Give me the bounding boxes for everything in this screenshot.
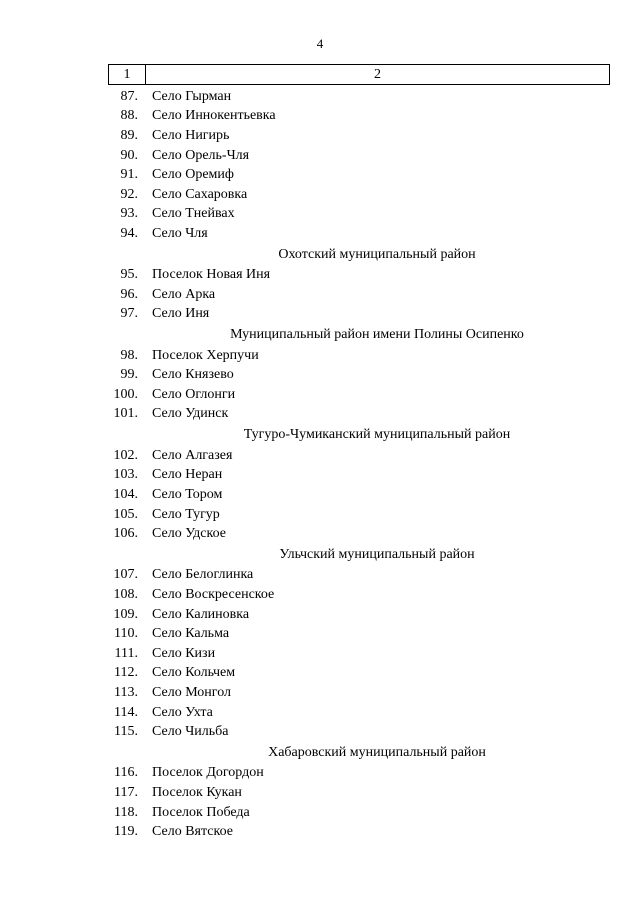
settlement-name: Село Тнейвах (152, 206, 235, 222)
settlement-row (108, 346, 610, 366)
settlement-row (108, 366, 610, 386)
settlement-name: Поселок Победа (152, 804, 250, 820)
settlement-name: Село Воскресенское (152, 587, 275, 603)
row-number: 105. (113, 506, 138, 522)
row-number: 94. (120, 225, 138, 241)
settlement-name: Село Оглонги (152, 386, 236, 402)
district-heading: Тугуро-Чумиканский муниципальный район (243, 427, 511, 443)
row-number: 107. (113, 567, 138, 583)
page-number: 4 (316, 36, 324, 51)
row-number: 91. (120, 167, 138, 183)
settlement-row (108, 107, 610, 127)
district-heading: Охотский муниципальный район (278, 246, 476, 262)
row-number: 114. (114, 704, 138, 720)
settlement-row (108, 524, 610, 544)
row-number: 96. (120, 286, 138, 302)
settlement-row (108, 605, 610, 625)
row-number: 98. (120, 347, 138, 363)
settlement-name: Село Арка (152, 286, 216, 302)
row-number: 97. (120, 306, 138, 322)
settlement-row (108, 664, 610, 684)
settlement-name: Село Вятское (152, 824, 233, 840)
settlement-name: Поселок Херпучи (152, 347, 259, 363)
settlement-row (108, 466, 610, 486)
row-number: 104. (113, 486, 138, 502)
settlement-name: Село Иннокентьевка (152, 108, 276, 124)
settlement-row (108, 205, 610, 225)
settlement-name: Село Иня (152, 306, 210, 322)
settlement-name: Село Кальма (152, 626, 230, 642)
row-number: 95. (120, 267, 138, 283)
table-header (108, 64, 610, 85)
settlement-row (108, 644, 610, 664)
settlement-name: Село Монгол (152, 684, 231, 700)
settlement-name: Село Князево (152, 367, 234, 383)
settlement-row (108, 87, 610, 107)
settlement-row (108, 624, 610, 644)
settlement-name: Село Неран (152, 467, 223, 483)
row-number: 100. (113, 386, 138, 402)
district-heading: Ульчский муниципальный район (279, 546, 475, 562)
row-number: 116. (114, 765, 138, 781)
row-number: 101. (113, 406, 138, 422)
row-number: 99. (120, 367, 138, 383)
row-number: 109. (113, 606, 138, 622)
settlement-name: Село Удинск (152, 406, 229, 422)
settlement-name: Поселок Кукан (152, 785, 242, 801)
settlement-name: Село Нигирь (152, 127, 230, 143)
row-number: 119. (114, 824, 138, 840)
settlement-name: Поселок Догордон (152, 765, 264, 781)
settlement-row (108, 265, 610, 285)
settlement-row (108, 683, 610, 703)
settlement-list (108, 87, 610, 842)
settlement-row (108, 385, 610, 405)
settlement-row (108, 566, 610, 586)
table-header-col-1: 1 (109, 65, 146, 84)
row-number: 113. (114, 684, 138, 700)
row-number: 108. (113, 587, 138, 603)
row-number: 87. (120, 88, 138, 104)
settlement-name: Село Чля (152, 225, 208, 241)
district-heading: Муниципальный район имени Полины Осипенко (230, 327, 524, 343)
settlement-row (108, 224, 610, 244)
row-number: 102. (113, 447, 138, 463)
settlement-name: Село Кольчем (152, 665, 236, 681)
row-number: 89. (120, 127, 138, 143)
settlement-name: Село Орель-Чля (152, 147, 250, 163)
settlement-name: Село Тугур (152, 506, 220, 522)
row-number: 90. (120, 147, 138, 163)
settlement-row (108, 783, 610, 803)
settlement-row (108, 285, 610, 305)
settlement-name: Село Гырман (152, 88, 232, 104)
settlement-row (108, 485, 610, 505)
settlement-name: Село Ухта (152, 704, 213, 720)
row-number: 115. (114, 724, 138, 740)
settlement-name: Село Алгазея (152, 447, 233, 463)
row-number: 93. (120, 206, 138, 222)
settlement-row (108, 703, 610, 723)
settlement-row (108, 803, 610, 823)
table-header-col-2: 2 (374, 66, 381, 82)
settlement-name: Село Чильба (152, 724, 229, 740)
settlement-row (108, 185, 610, 205)
settlement-name: Село Белоглинка (152, 567, 254, 583)
settlement-row (108, 446, 610, 466)
settlement-row (108, 764, 610, 784)
settlement-row (108, 822, 610, 842)
settlement-row (108, 165, 610, 185)
row-number: 92. (120, 186, 138, 202)
row-number: 112. (114, 665, 138, 681)
settlement-row (108, 722, 610, 742)
row-number: 117. (114, 785, 138, 801)
settlement-row (108, 305, 610, 325)
row-number: 88. (120, 108, 138, 124)
settlement-row (108, 585, 610, 605)
settlement-name: Село Удское (152, 526, 226, 542)
settlement-row (108, 405, 610, 425)
settlement-name: Село Калиновка (152, 606, 250, 622)
settlement-name: Село Кизи (152, 645, 216, 661)
settlement-row (108, 146, 610, 166)
settlement-name: Село Тором (152, 486, 223, 502)
row-number: 106. (113, 526, 138, 542)
settlement-row (108, 126, 610, 146)
row-number: 111. (114, 645, 138, 661)
settlement-row (108, 505, 610, 525)
settlement-name: Поселок Новая Иня (152, 267, 271, 283)
row-number: 118. (114, 804, 138, 820)
row-number: 103. (113, 467, 138, 483)
row-number: 110. (114, 626, 138, 642)
district-heading: Хабаровский муниципальный район (268, 744, 486, 760)
settlement-name: Село Сахаровка (152, 186, 248, 202)
settlement-name: Село Оремиф (152, 167, 234, 183)
